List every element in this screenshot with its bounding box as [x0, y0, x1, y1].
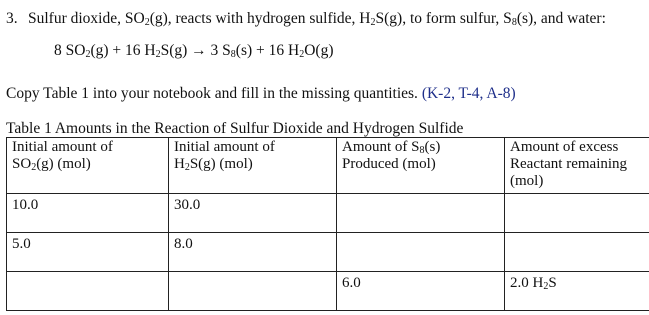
cell-s8-produced	[337, 194, 505, 233]
header-initial-h2s	[169, 138, 337, 194]
subscript: 8	[230, 49, 236, 60]
header-text: (s)	[424, 139, 441, 155]
subscript: 2	[299, 49, 305, 60]
subscript: 2	[31, 162, 37, 173]
header-text: SO	[12, 156, 32, 172]
cell-s8-produced	[337, 233, 505, 272]
equation-part: (g) + 16 H	[90, 42, 156, 59]
header-text: S(g) (mol)	[189, 156, 253, 172]
question-text-part: Sulfur dioxide, SO	[28, 10, 145, 27]
subscript: 2	[144, 17, 150, 28]
question-text-part: (g), reacts with hydrogen sulfide, H	[149, 10, 371, 27]
cell-s8-produced: 6.0	[337, 272, 505, 311]
question-text-part: (s), and water:	[516, 10, 606, 27]
cell-excess-reactant	[505, 194, 649, 233]
subscript: 2	[184, 162, 190, 173]
subscript: 8	[419, 145, 425, 156]
reaction-amounts-table	[6, 137, 649, 311]
header-text: Initial amount of	[174, 139, 275, 155]
table-caption: Table 1 Amounts in the Reaction of Sulfur Dioxide and Hydrogen Sulfide	[6, 120, 464, 137]
question-number: 3.	[6, 10, 18, 27]
header-text: Amount of excess	[510, 139, 619, 155]
header-text: (g) (mol)	[36, 156, 91, 172]
instruction	[6, 85, 516, 103]
equation-part: (s) + 16 H	[235, 42, 300, 59]
subscript: 2	[155, 49, 161, 60]
table-header-row	[7, 138, 649, 194]
table-row	[7, 272, 649, 311]
header-text: H	[174, 156, 185, 172]
cell-excess-reactant	[505, 272, 649, 311]
header-text: Initial amount of	[12, 139, 113, 155]
header-s8-produced	[337, 138, 505, 194]
cell-excess-reactant	[505, 233, 649, 272]
equation-part: O(g)	[304, 42, 334, 59]
instruction-text: Copy Table 1 into your notebook and fill in the missing quantities.	[6, 85, 422, 102]
subscript: 8	[511, 17, 517, 28]
cell-text: 2.0 H	[510, 275, 544, 291]
equation-part: 8 SO	[54, 42, 86, 59]
header-excess-reactant	[505, 138, 649, 194]
header-text: Produced (mol)	[342, 156, 436, 172]
cell-initial-h2s: 8.0	[169, 233, 337, 272]
equation-part: S(g) → 3 S	[160, 42, 231, 59]
question-statement	[6, 10, 606, 28]
cell-initial-h2s: 30.0	[169, 194, 337, 233]
subscript: 2	[370, 17, 376, 28]
chemical-equation	[54, 42, 334, 60]
header-text: Reactant remaining	[510, 156, 628, 172]
cell-initial-so2: 5.0	[7, 233, 169, 272]
assessment-codes: (K-2, T-4, A-8)	[421, 85, 516, 102]
cell-initial-h2s	[169, 272, 337, 311]
cell-initial-so2	[7, 272, 169, 311]
cell-text: S	[548, 275, 557, 291]
subscript: 2	[85, 49, 91, 60]
cell-initial-so2: 10.0	[7, 194, 169, 233]
table-row	[7, 233, 649, 272]
header-initial-so2	[7, 138, 169, 194]
question-text-part: S(g), to form sulfur, S	[375, 10, 512, 27]
subscript: 2	[543, 281, 549, 292]
header-text: Amount of S	[342, 139, 420, 155]
header-text: (mol)	[510, 173, 544, 189]
table-row	[7, 194, 649, 233]
